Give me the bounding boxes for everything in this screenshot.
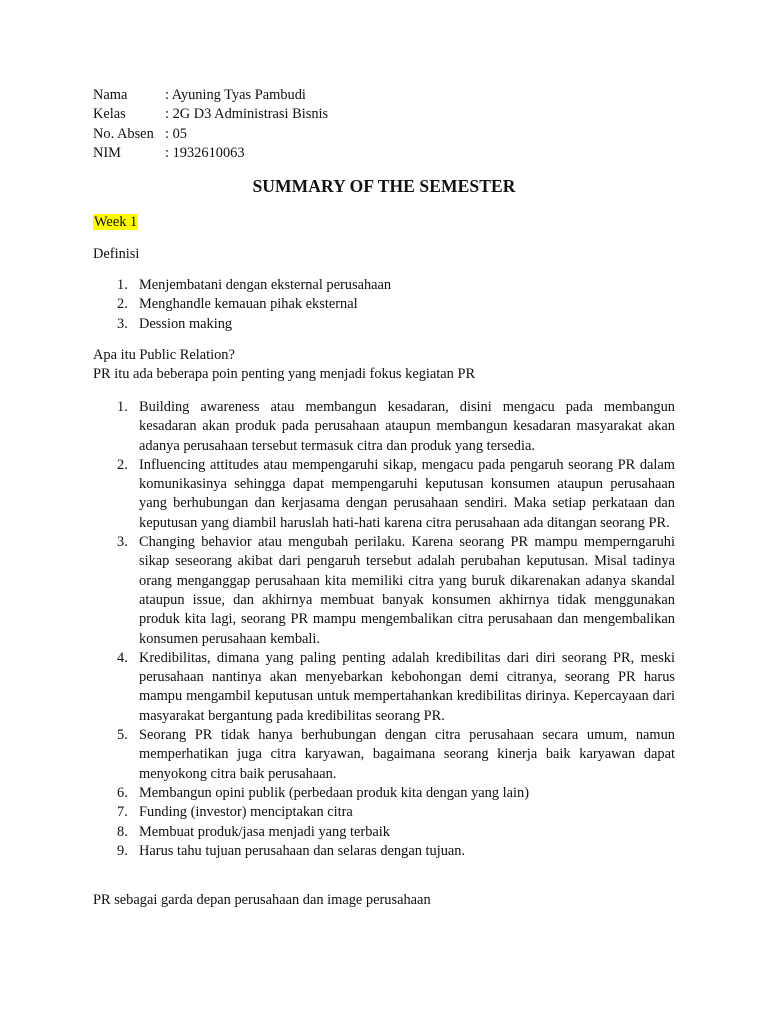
list-number: 1.: [117, 399, 128, 415]
identity-row-kelas: [93, 105, 328, 124]
list-number: 6.: [117, 784, 128, 801]
identity-row-absen: [93, 125, 328, 144]
list-text: Membuat produk/jasa menjadi yang terbaik: [139, 823, 390, 840]
list-text: Kredibilitas, dimana yang paling penting adalah kredibilitas dari diri seorang PR, meski perusahaan nantinya akan menyebarkan kebohongan demi citranya, seorang PR harus mampu mengambil keputusan untuk mempertahankan kredibilitas dirinya. Kepercayaan dari masyarakat bergantung pada kredibilitas seorang PR.: [139, 649, 675, 724]
list-number: 9.: [117, 842, 128, 859]
list-item: [117, 823, 675, 842]
week-heading: [93, 213, 138, 232]
list-number: 3.: [117, 534, 128, 551]
list-item: [117, 726, 675, 784]
identity-label: Kelas: [93, 106, 126, 123]
identity-label: No. Absen: [93, 125, 154, 142]
list-item: [117, 276, 677, 295]
list-text: Dession making: [139, 315, 233, 332]
list-text: Menghandle kemauan pihak eksternal: [139, 296, 358, 313]
identity-value: : Ayuning Tyas Pambudi: [165, 87, 306, 103]
list-number: 8.: [117, 823, 128, 840]
list-text: Building awareness atau membangun kesadaran, disini mengacu pada membangun kesadaran akan produk pada perusahaan ataupun membangun kesadaran masyarakat akan adanya perusahaan tersebut termasuk citra dan produk yang tersedia.: [139, 399, 675, 454]
identity-value: : 05: [165, 125, 187, 142]
question-line: Apa itu Public Relation?: [93, 347, 235, 363]
list-item: [117, 803, 675, 822]
document-title: SUMMARY OF THE SEMESTER: [252, 176, 516, 196]
list-text: Harus tahu tujuan perusahaan dan selaras dengan tujuan.: [139, 842, 466, 859]
list-number: 4.: [117, 649, 128, 666]
identity-value: : 1932610063: [165, 144, 245, 161]
student-identity-block: [93, 86, 328, 163]
pr-points-list: [117, 398, 675, 861]
pr-question-block: [93, 346, 475, 384]
question-intro-line: PR itu ada beberapa poin penting yang menjadi fokus kegiatan PR: [93, 366, 476, 383]
list-number: 2.: [117, 456, 128, 473]
list-item: [117, 842, 675, 861]
list-item: [117, 649, 675, 726]
list-number: 1.: [117, 277, 128, 293]
list-item: [117, 398, 675, 456]
list-text: Influencing attitudes atau mempengaruhi sikap, mengacu pada pengaruh seorang PR dalam komunikasinya sehingga dapat mempengaruhi keputusan konsumen ataupun perusahaan yang berhubungan dan kerjasama dengan perusahaan sendiri. Maka setiap perkataan dan keputusan yang diambil haruslah hati-hati karena citra perusahaan ada ditangan seorang PR.: [139, 456, 675, 531]
identity-row-nim: [93, 144, 328, 163]
identity-value: : 2G D3 Administrasi Bisnis: [165, 106, 329, 123]
list-text: Seorang PR tidak hanya berhubungan dengan citra perusahaan secara umum, namun memperhatikan juga citra karyawan, bagaimana seorang kinerja baik karyawan dapat menyokong citra baik perusahaan.: [139, 727, 675, 782]
list-item: [117, 295, 677, 314]
list-number: 3.: [117, 315, 128, 332]
list-number: 2.: [117, 296, 128, 313]
closing-paragraph: PR sebagai garda depan perusahaan dan image perusahaan: [93, 892, 431, 908]
list-number: 7.: [117, 804, 128, 821]
identity-label: Nama: [93, 87, 128, 103]
list-item: [117, 784, 675, 803]
list-text: Menjembatani dengan eksternal perusahaan: [139, 277, 392, 293]
list-item: [117, 456, 675, 533]
list-text: Changing behavior atau mengubah perilaku. Karena seorang PR mampu memperngaruhi sikap seseorang akibat dari pengaruh tersebut adalah perubahan keputusan. Misal tadinya orang menganggap perusahaan kita memiliki citra yang buruk dikarenakan adanya skandal ataupun issue, dan akhirnya membuat banyak konsumen akhirnya tidak menggunakan produk kita lagi, seorang PR mampu mengembalikan citra perusahaan dan mengembalikan konsumen perusahaan kembali.: [139, 534, 675, 647]
definisi-heading: Definisi: [93, 246, 140, 262]
identity-row-nama: [93, 86, 328, 105]
list-text: Funding (investor) menciptakan citra: [139, 804, 353, 821]
list-item: [117, 533, 675, 649]
identity-label: NIM: [93, 144, 121, 161]
list-number: 5.: [117, 727, 128, 744]
list-text: Membangun opini publik (perbedaan produk kita dengan yang lain): [139, 784, 530, 801]
week-highlighted-label: Week 1: [94, 214, 138, 230]
definisi-list: [117, 276, 677, 334]
list-item: [117, 315, 677, 334]
